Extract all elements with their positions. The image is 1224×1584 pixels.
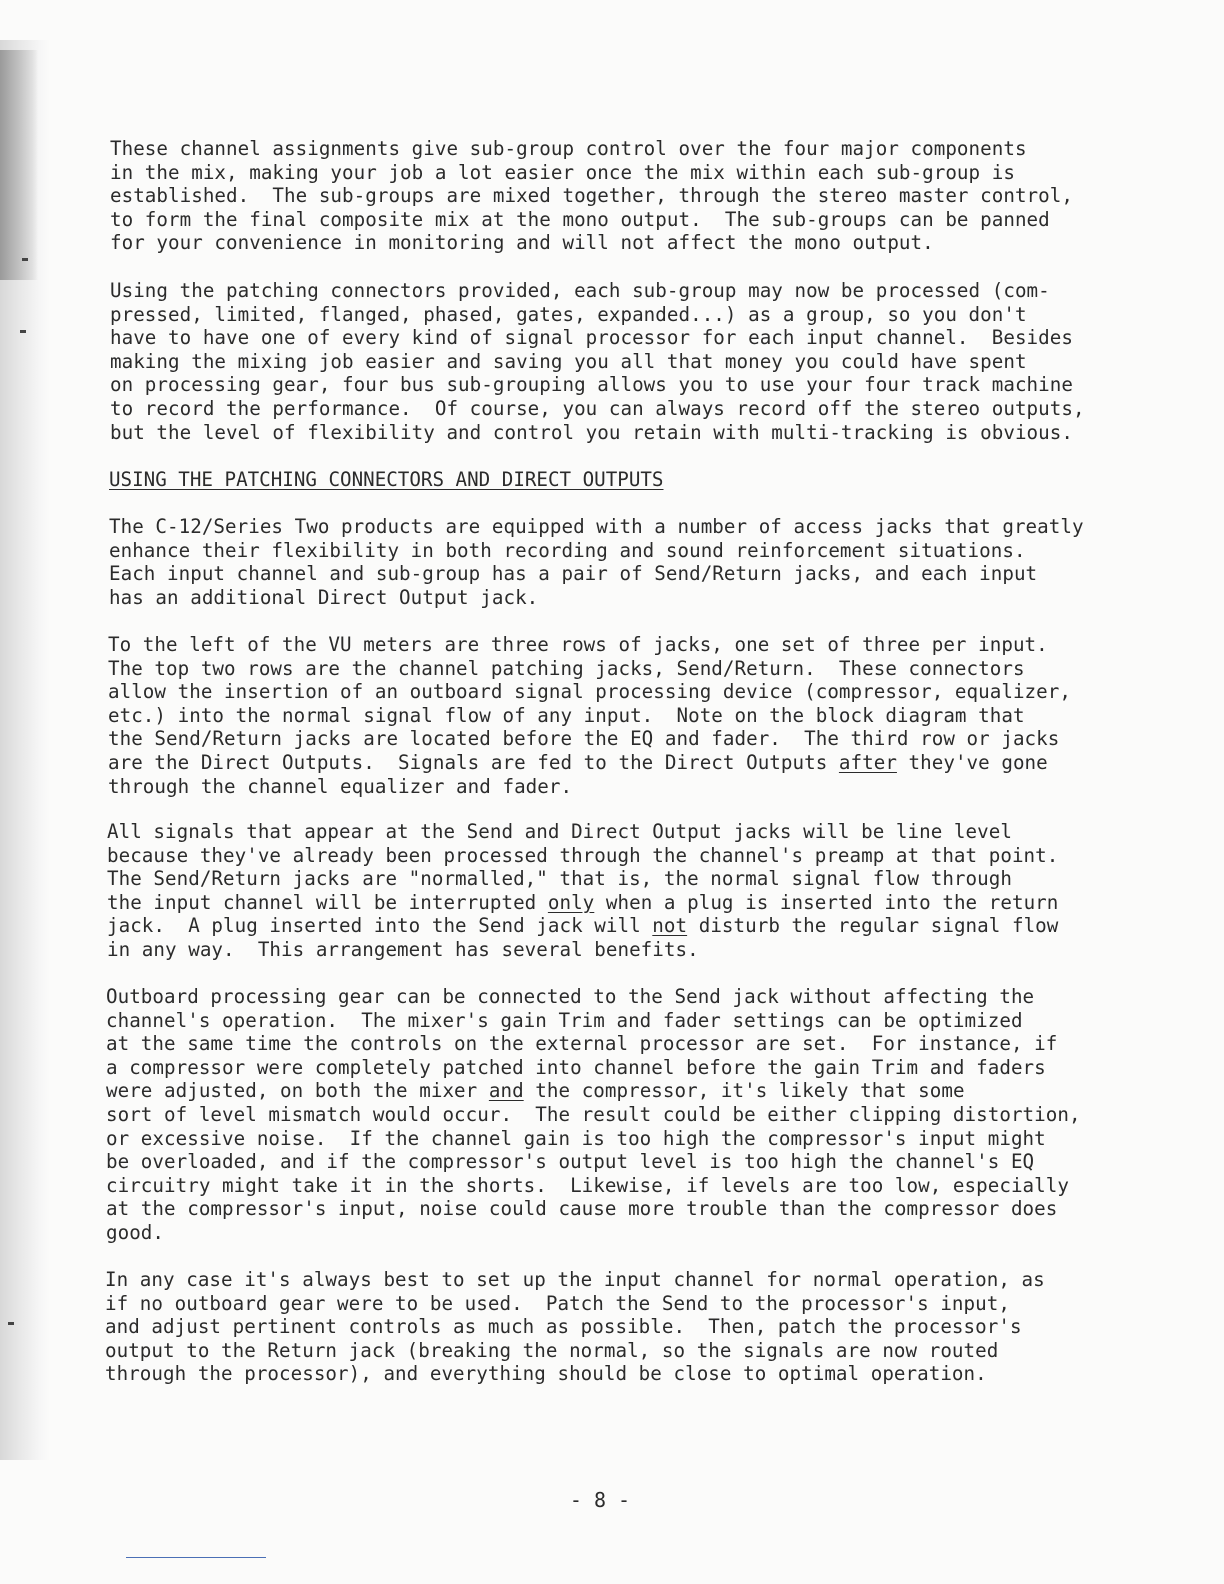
text-line: or excessive noise. If the channel gain is too high the compressor's input might [106, 1126, 1046, 1150]
text-line: Using the patching connectors provided, each sub-group may now be processed (com- [110, 279, 1050, 302]
text-line: Each input channel and sub-group has a pair of Send/Return jacks, and each input [109, 562, 1038, 586]
text-line: in the mix, making your job a lot easier once the mix within each sub-group is [110, 160, 1015, 184]
text-span: are the Direct Outputs. Signals are fed to the Direct Outputs [108, 750, 839, 774]
text-line [107, 891, 1058, 915]
text-line [108, 751, 1071, 775]
paragraph-setup-procedure [105, 1268, 1045, 1386]
text-line: The Send/Return jacks are "normalled," that is, the normal signal flow through [107, 867, 1012, 891]
text-line: at the same time the controls on the external processor are set. For instance, if [106, 1032, 1058, 1056]
text-line: in any way. This arrangement has several benefits. [107, 937, 699, 961]
text-span: were adjusted, on both the mixer [106, 1079, 489, 1103]
text-line: to form the final composite mix at the mono output. The sub-groups can be panned [110, 207, 1050, 231]
text-span: when a plug is inserted into the return [594, 890, 1059, 914]
text-line: etc.) into the normal signal flow of any input. Note on the block diagram that [108, 703, 1025, 727]
text-line: All signals that appear at the Send and Direct Output jacks will be line level [107, 820, 1012, 843]
text-span: the compressor, it's likely that some [523, 1079, 965, 1103]
paragraph-access-jacks [109, 515, 1084, 609]
text-line: to record the performance. Of course, you can always record off the stereo outputs, [110, 396, 1085, 420]
paragraph-outboard-processing [106, 985, 1081, 1245]
text-line: Outboard processing gear can be connected to the Send jack without affecting the [106, 985, 1035, 1008]
text-line: because they've already been processed through the channel's preamp at that point. [107, 843, 1059, 867]
underlined-word: not [652, 914, 688, 938]
text-line: These channel assignments give sub-group control over the four major components [110, 137, 1027, 160]
text-line: and adjust pertinent controls as much as possible. Then, patch the processor's [105, 1315, 1022, 1339]
text-line: for your convenience in monitoring and will not affect the mono output. [110, 231, 934, 255]
paragraph-vu-meter-jacks [108, 633, 1071, 798]
text-line: The top two rows are the channel patching jacks, Send/Return. These connectors [108, 656, 1025, 680]
paragraph-patching-subgroups [110, 279, 1085, 444]
underlined-word: after [838, 750, 897, 774]
text-line: To the left of the VU meters are three rows of jacks, one set of three per input. [108, 633, 1048, 656]
text-line: pressed, limited, flanged, phased, gates, expanded...) as a group, so you don't [110, 302, 1027, 326]
text-line: allow the insertion of an outboard signal processing device (compressor, equalizer, [108, 680, 1071, 704]
text-line [107, 914, 1058, 938]
text-span: disturb the regular signal flow [687, 914, 1059, 938]
text-line [106, 1079, 1081, 1103]
text-line: enhance their flexibility in both recording and sound reinforcement situations. [109, 538, 1026, 562]
text-line: In any case it's always best to set up the input channel for normal operation, as [105, 1268, 1045, 1291]
text-line: sort of level mismatch would occur. The result could be either clipping distortion, [106, 1102, 1081, 1126]
binding-hole-mark [22, 258, 28, 261]
text-line: has an additional Direct Output jack. [109, 585, 539, 609]
section-heading: USING THE PATCHING CONNECTORS AND DIRECT OUTPUTS [109, 468, 664, 491]
text-line: output to the Return jack (breaking the normal, so the signals are now routed [105, 1338, 999, 1362]
bottom-rule [126, 1557, 266, 1558]
paragraph-subgroup-control [110, 137, 1073, 255]
binding-hole-mark [8, 1322, 14, 1325]
text-line: through the processor), and everything should be close to optimal operation. [105, 1362, 987, 1386]
text-line: if no outboard gear were to be used. Patch the Send to the processor's input, [105, 1291, 1010, 1315]
underlined-word: only [547, 890, 595, 914]
text-line: The C-12/Series Two products are equipped with a number of access jacks that greatly [109, 515, 1084, 538]
text-line: on processing gear, four bus sub-grouping allows you to use your four track machine [110, 373, 1073, 397]
text-line: through the channel equalizer and fader. [108, 774, 573, 798]
text-line: making the mixing job easier and saving you all that money you could have spent [110, 349, 1027, 373]
text-span: jack. A plug inserted into the Send jack will [107, 914, 653, 938]
binding-edge-dark-band [0, 50, 38, 280]
text-line: be overloaded, and if the compressor's output level is too high the channel's EQ [106, 1150, 1035, 1174]
paragraph-line-level-signals [107, 820, 1058, 962]
text-line: have to have one of every kind of signal processor for each input channel. Besides [110, 326, 1073, 350]
text-line: a compressor were completely patched into channel before the gain Trim and faders [106, 1055, 1046, 1079]
page-number: - 8 - [569, 1488, 631, 1512]
text-line: the Send/Return jacks are located before the EQ and fader. The third row or jacks [108, 727, 1060, 751]
binding-hole-mark [20, 330, 26, 333]
underlined-word: and [488, 1079, 524, 1103]
text-line: at the compressor's input, noise could cause more trouble than the compressor does [106, 1197, 1058, 1221]
text-line: good. [106, 1220, 165, 1244]
text-span: the input channel will be interrupted [107, 890, 548, 914]
text-line: channel's operation. The mixer's gain Trim and fader settings can be optimized [106, 1008, 1023, 1032]
text-line: established. The sub-groups are mixed together, through the stereo master control, [110, 184, 1073, 208]
text-span: they've gone [896, 750, 1048, 774]
text-line: circuitry might take it in the shorts. Likewise, if levels are too low, especially [106, 1173, 1069, 1197]
text-line: but the level of flexibility and control you retain with multi-tracking is obvious. [110, 420, 1073, 444]
